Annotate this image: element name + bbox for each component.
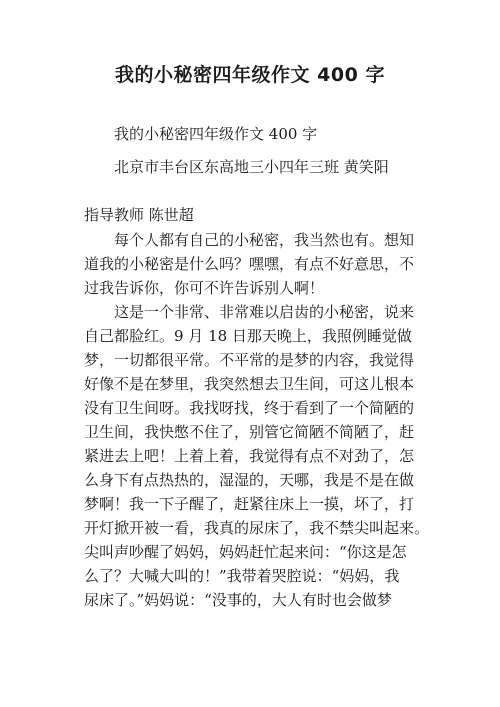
body-line: 每个人都有自己的小秘密，我当然也有。想知	[114, 231, 415, 249]
author-line: 北京市丰台区东高地三小四年三班 黄笑阳	[114, 158, 389, 176]
body-line: 开灯掀开被一看，我真的尿床了，我不禁尖叫起来。	[84, 519, 430, 537]
body-line: 自己都脸红。9 月 18 日那天晚上，我照例睡觉做	[84, 327, 412, 345]
body-line: 道我的小秘密是什么吗？嘿嘿，有点不好意思，不	[84, 255, 415, 273]
body-line: 这是一个非常、非常难以启齿的小秘密，说来	[114, 303, 415, 321]
body-line: 尿床了。”妈妈说：“没事的，大人有时也会做梦	[84, 591, 392, 609]
body-line: 卫生间，我快憋不住了，别管它简陋不简陋了，赶	[84, 423, 415, 441]
body-line: 过我告诉你，你可不许告诉别人啊！	[84, 279, 325, 297]
body-line: 梦啊！我一下子醒了，赶紧往床上一摸，坏了，打	[84, 495, 415, 513]
essay-body	[84, 228, 432, 612]
body-line: 梦，一切都很平常。不平常的是梦的内容，我觉得	[84, 351, 415, 369]
body-line: 么了？大喊大叫的！”我带着哭腔说：“妈妈，我	[84, 567, 400, 585]
subtitle-line: 我的小秘密四年级作文 400 字	[114, 125, 318, 143]
body-line: 尖叫声吵醒了妈妈，妈妈赶忙起来问：“你这是怎	[84, 543, 407, 561]
body-line: 好像不是在梦里，我突然想去卫生间，可这儿根本	[84, 375, 415, 393]
body-line: 没有卫生间呀。我找呀找，终于看到了一个简陋的	[84, 399, 415, 417]
document-title: 我的小秘密四年级作文 400 字	[115, 64, 385, 86]
advisor-line: 指导教师 陈世超	[84, 206, 194, 224]
body-line: 么身下有点热热的，湿湿的，天哪，我是不是在做	[84, 471, 415, 489]
body-line: 紧进去上吧！上着上着，我觉得有点不对劲了，怎	[84, 447, 415, 465]
